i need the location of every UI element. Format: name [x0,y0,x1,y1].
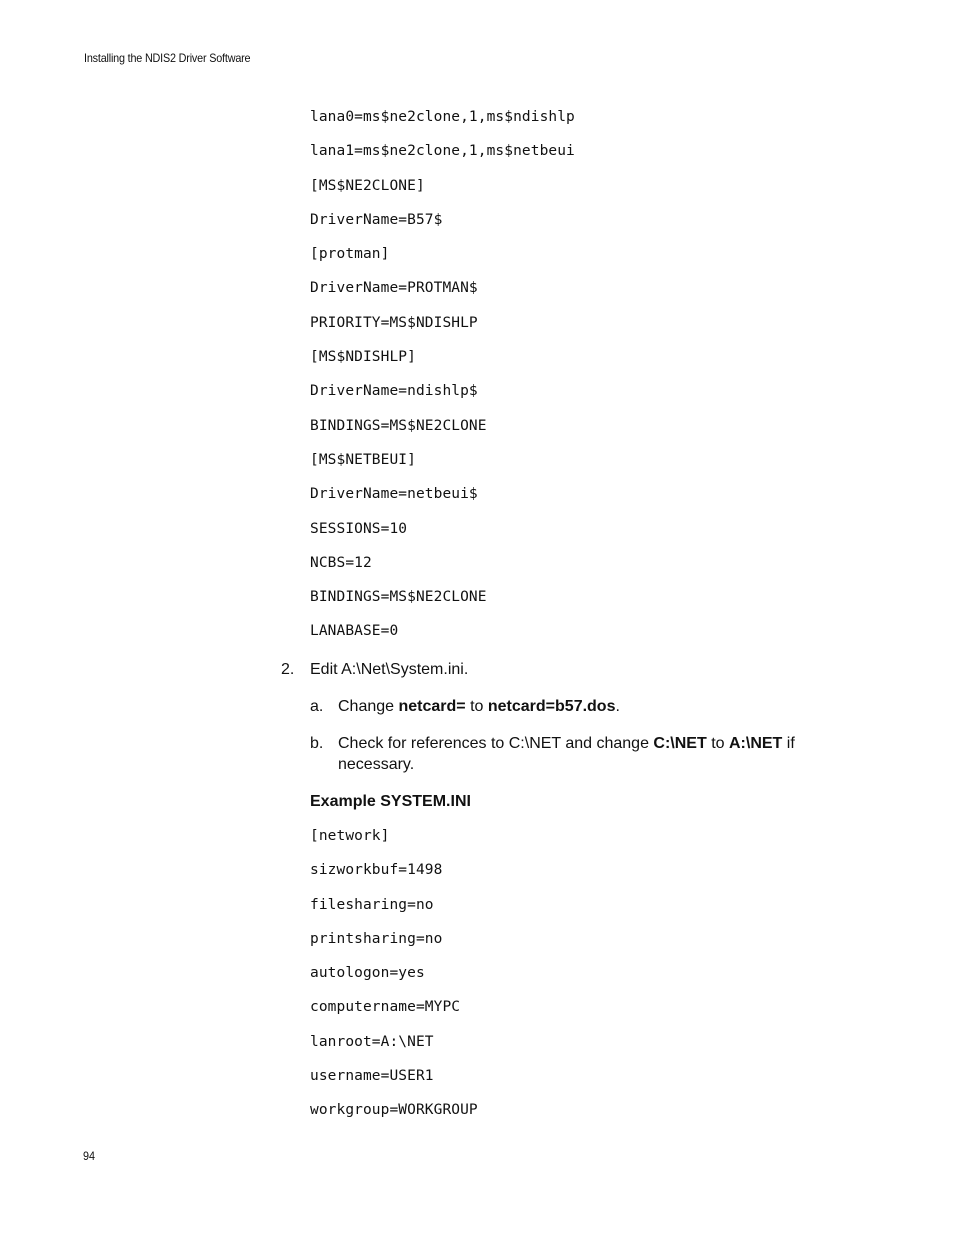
code-block-system-ini [310,826,478,1135]
code-line: LANABASE=0 [310,623,399,640]
code-line: BINDINGS=MS$NE2CLONE [310,417,487,434]
code-line: sizworkbuf=1498 [310,862,443,879]
sub-step-b [310,733,830,775]
sub-step-body [338,733,830,775]
sub-step-letter: b. [310,735,324,752]
code-line: computername=MYPC [310,999,461,1016]
code-line: [MS$NE2CLONE] [310,177,425,194]
code-line: [protman] [310,246,390,263]
code-line: lana0=ms$ne2clone,1,ms$ndishlp [310,109,575,125]
running-header: Installing the NDIS2 Driver Software [84,51,251,65]
text-run: Change [338,698,399,715]
code-line: DriverName=netbeui$ [310,486,478,503]
bold-term: A:\NET [728,735,783,752]
code-line: [MS$NETBEUI] [310,451,416,468]
code-line: SESSIONS=10 [310,520,408,537]
example-title: Example SYSTEM.INI [310,793,471,810]
bold-term: netcard= [398,698,466,715]
code-line: workgroup=WORKGROUP [310,1102,478,1119]
code-line: DriverName=PROTMAN$ [310,280,478,297]
step-text: Edit A:\Net\System.ini. [310,661,469,678]
code-line: lana1=ms$ne2clone,1,ms$netbeui [310,143,575,160]
sub-step-a [310,696,830,717]
code-line: [network] [310,828,390,844]
code-line: BINDINGS=MS$NE2CLONE [310,589,487,606]
code-line: autologon=yes [310,965,425,982]
bold-term: C:\NET [653,735,707,752]
code-line: lanroot=A:\NET [310,1033,434,1050]
sub-step-body [338,696,830,717]
text-run: if necessary. [338,735,795,773]
code-line: [MS$NDISHLP] [310,349,416,366]
text-run: to [465,698,488,715]
code-line: username=USER1 [310,1068,434,1085]
code-line: NCBS=12 [310,554,372,571]
code-line: PRIORITY=MS$NDISHLP [310,314,478,331]
code-line: filesharing=no [310,896,434,913]
code-block-protocol-ini [310,107,575,656]
sub-step-letter: a. [310,698,324,715]
code-line: DriverName=B57$ [310,211,443,228]
code-line: printsharing=no [310,930,443,947]
text-run: to [706,735,729,752]
bold-term: netcard=b57.dos [487,698,616,715]
code-line: DriverName=ndishlp$ [310,383,478,400]
text-run: . [615,698,620,715]
step-2 [281,659,468,680]
text-run: Check for references to C:\NET and change [338,735,654,752]
step-number: 2. [281,661,295,678]
page-number: 94 [83,1149,96,1163]
